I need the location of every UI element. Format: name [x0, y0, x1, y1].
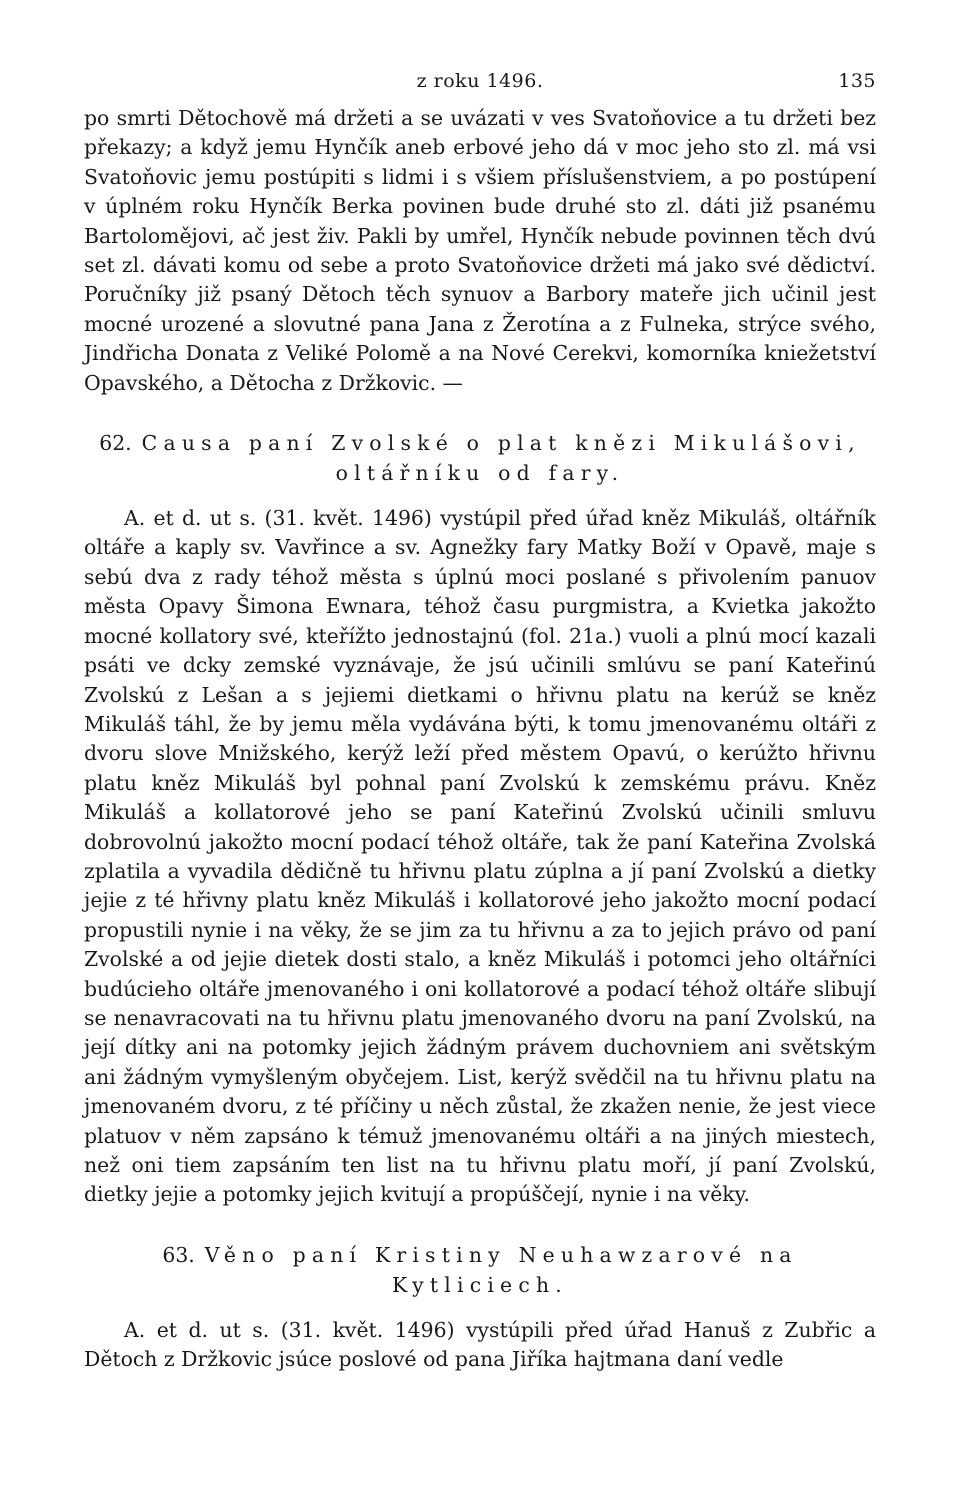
- section-title-63: Věno paní Kristiny Neuhawzarové na Kytliciech.: [204, 1242, 798, 1297]
- section-heading-62-line2: oltářníku od fary.: [335, 461, 625, 486]
- section-heading-63: [84, 1240, 876, 1300]
- paragraph-section-62: A. et d. ut s. (31. květ. 1496) vystúpil před úřad kněz Mikuláš, oltářník oltáře a kaply sv. Vavřince a sv. Agnežky fary Matky Boží v Opavě, maje s sebú dva z rady téhož města s úplnú moci poslané s přivolením panuov města Opavy Šimona Ewnara, téhož času purgmistra, a Kvietka jakožto mocné kollatory své, kteřížto jednostajnú (fol. 21a.) vuoli a plnú mocí kazali psáti ve dcky zemské vyznávaje, že jsú učinili smlúvu se paní Kateřinú Zvolskú z Lešan a s jejiemi dietkami o hřivnu platu na kerúž se kněz Mikuláš táhl, že by jemu měla vydávána býti, k tomu jmenovanému oltáři z dvoru slove Mnižského, kerýž leží před městem Opavú, o kerúžto hřivnu platu kněz Mikuláš byl pohnal paní Zvolskú k zemskému právu. Kněz Mikuláš a kollatorové jeho se paní Kateřinú Zvolskú učinili smluvu dobrovolnú jakožto mocní podací téhož oltáře, tak že paní Kateřina Zvolská zplatila a vyvadila dědičně tu hřivnu platu zúplna a jí paní Zvolskú a dietky jejie z té hřivny platu kněz Mikuláš i kollatorové jeho jakožto mocní podací propustili nynie i na věky, že se jim za tu hřivnu a za to jejich právo od paní Zvolské a od jejie dietek dosti stalo, a kněz Mikuláš i potomci jeho oltářníci budúcieho oltáře jmenovaného i oni kollatorové a podací téhož oltáře slibují se nenavracovati na tu hřivnu platu jmenovaného dvoru na paní Zvolskú, na její dítky ani na potomky jejich žádným právem duchovniem ani světským ani žádným vymyšleným obyčejem. List, kerýž svědčil na tu hřivnu platu na jmenovaném dvoru, z té příčiny u něch zůstal, že zkažen nenie, že jest viece platuov v něm zapsáno k témuž jmenovanému oltáři a na jiných miestech, než oni tiem zapsáním ten list na tu hřivnu platu moří, jí paní Zvolskú, dietky jejie a potomky jejich kvitují a propúščejí, nynie i na věky.: [84, 506, 876, 1207]
- paragraph-continuation: po smrti Dětochově má držeti a se uvázati v ves Svatoňovice a tu držeti bez překazy; a když jemu Hynčík aneb erbové jeho dá v moc jeho sto zl. má vsi Svatoňovic jemu postúpiti s lidmi i s všiem příslušenstviem, a po postúpení v úplném roku Hynčík Berka povinen bude druhé sto zl. dáti již psanému Bartolomějovi, ač jest živ. Pakli by umřel, Hynčík nebude povinnen těch dvú set zl. dávati komu od sebe a proto Svatoňovice držeti má jako své dědictví. Poručníky již psaný Dětoch těch synuov a Barbory mateře jich učinil jest mocné urozené a slovutné pana Jana z Žerotína a z Fulneka, strýce svého, Jindřicha Donata z Veliké Polomě a na Nové Cerekvi, komorníka kniežetství Opavského, a Dětocha z Držkovic. —: [84, 106, 876, 395]
- page-number: 135: [838, 70, 876, 92]
- section-title-62: Causa paní Zvolské o plat knězi Mikulášovi,: [141, 431, 861, 456]
- paragraph-section-63: A. et d. ut s. (31. květ. 1496) vystúpili před úřad Hanuš z Zubřic a Dětoch z Držkovic jsúce poslové od pana Jiříka hajtmana daní vedle: [84, 1317, 876, 1372]
- running-header: [84, 70, 876, 104]
- section-heading-63-line1: [84, 1240, 876, 1300]
- section-heading-62: [84, 428, 876, 488]
- section-number-63: 63.: [162, 1242, 195, 1267]
- running-title: z roku 1496.: [416, 70, 544, 92]
- section-heading-62-line1: [84, 428, 876, 458]
- page: [84, 70, 876, 1375]
- section-number-62: 62.: [99, 431, 132, 456]
